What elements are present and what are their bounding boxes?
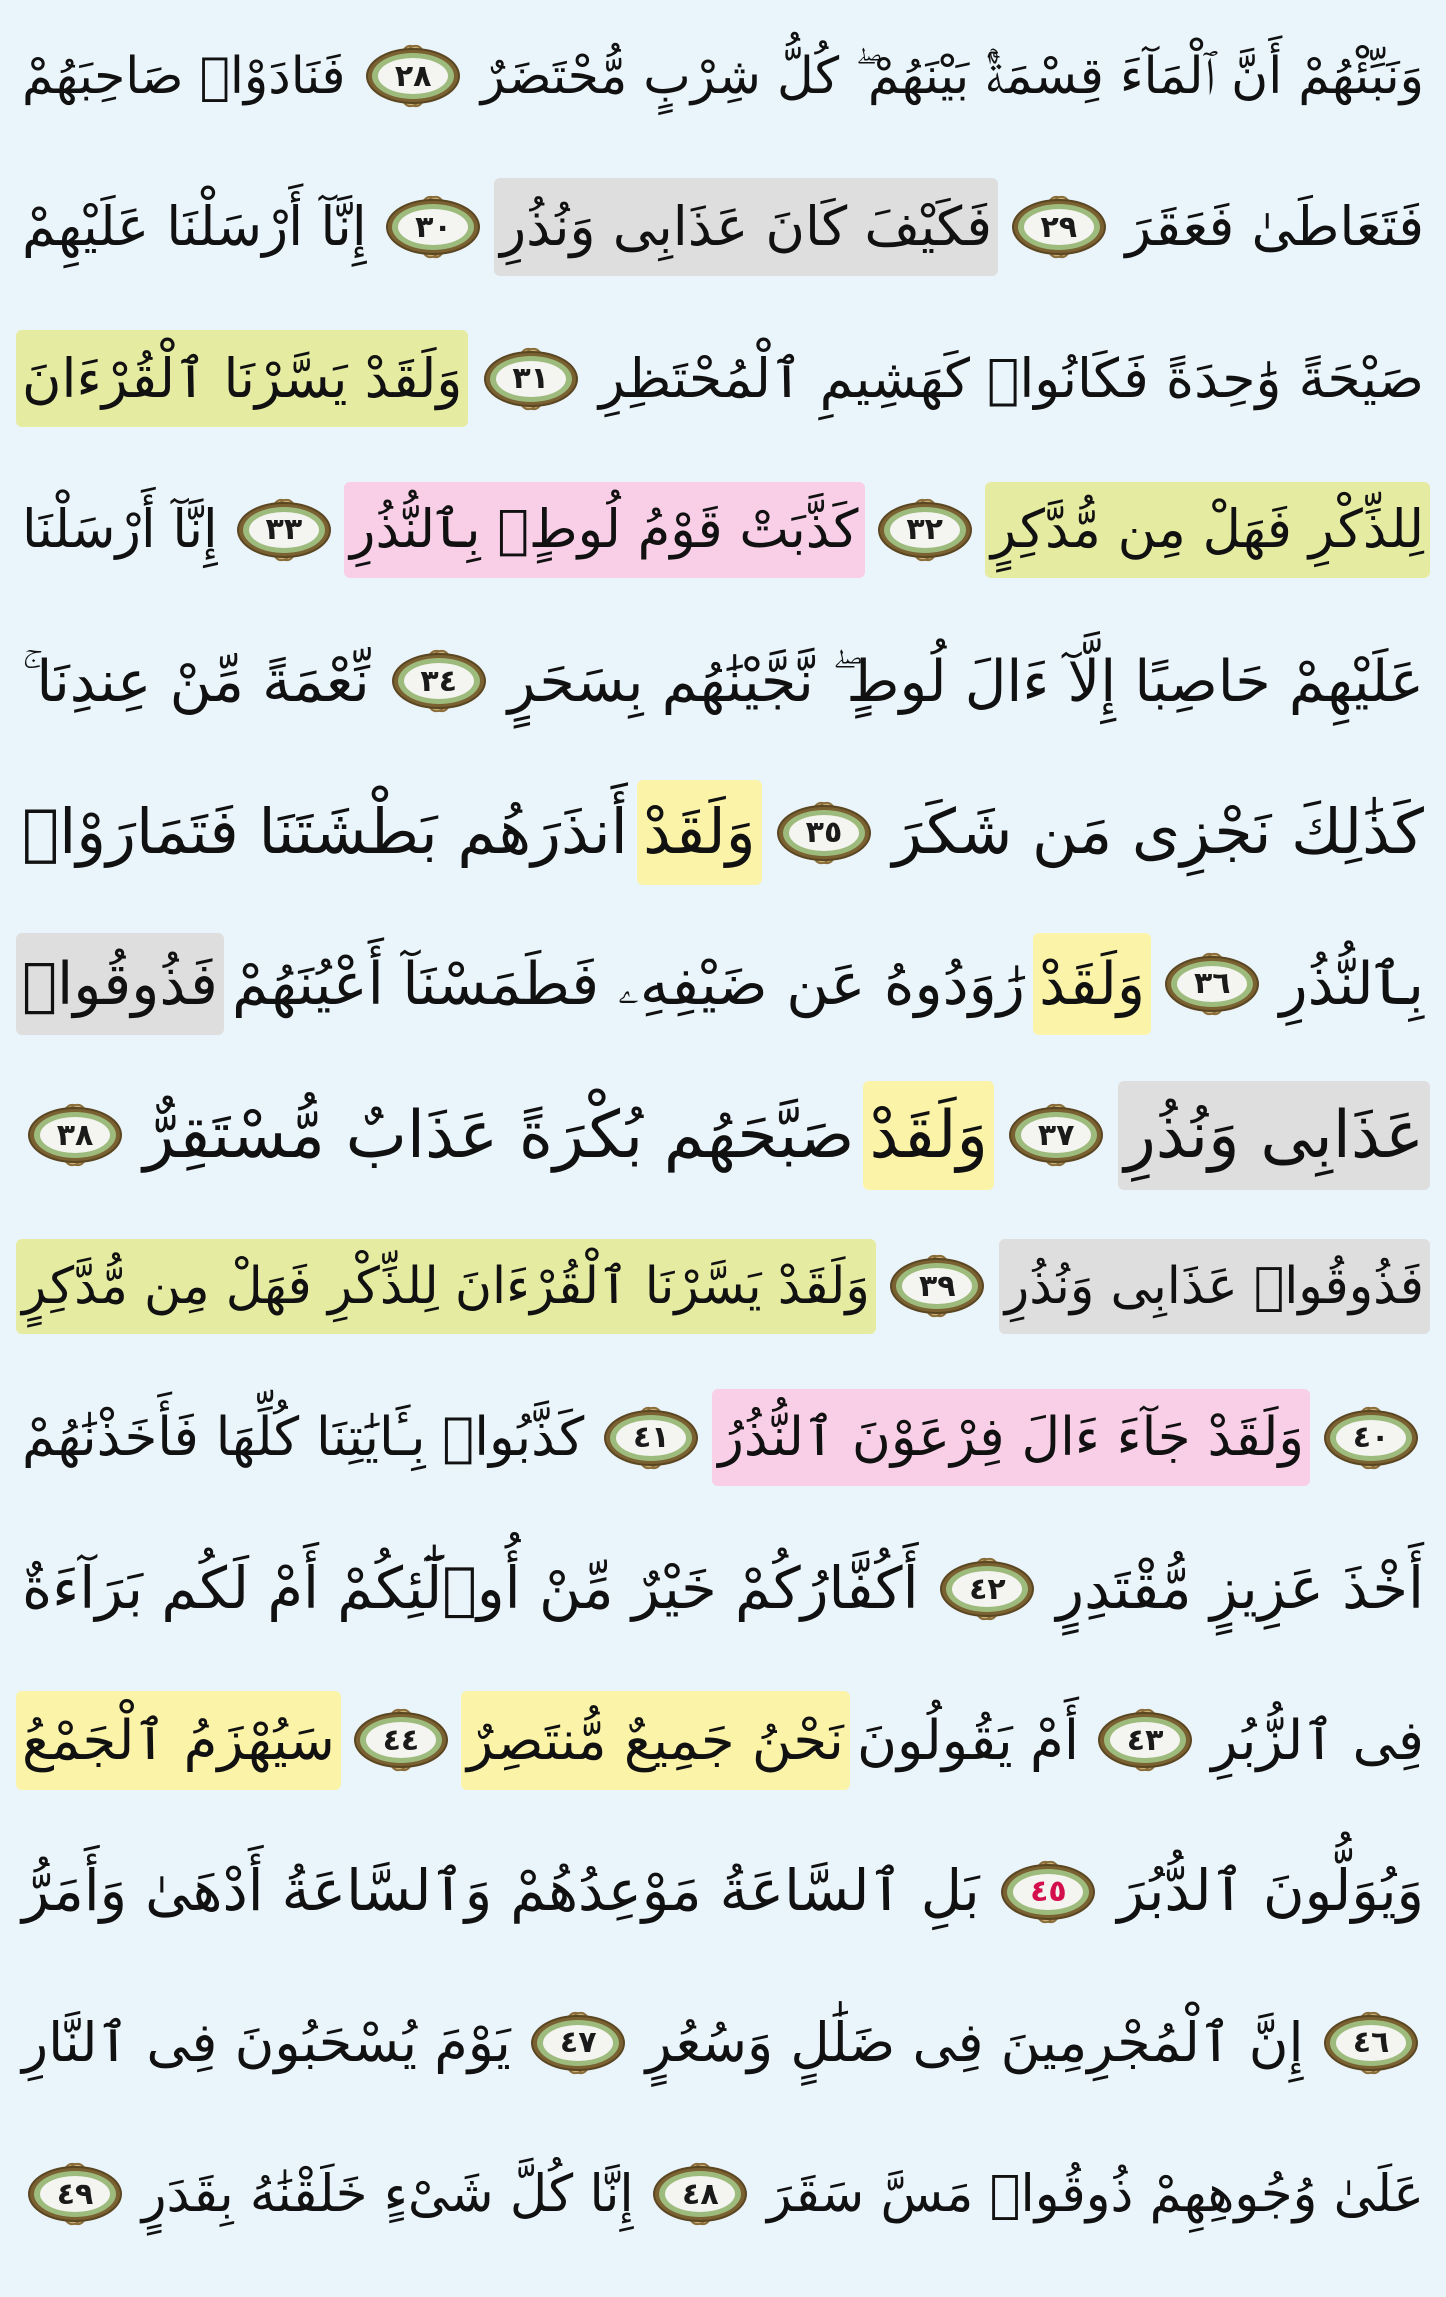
- ayah-number: ٣٦: [1193, 966, 1231, 1002]
- verse-text: نِّعْمَةً مِّنْ عِندِنَا ۚ: [22, 647, 370, 715]
- verse-line: [14, 462, 1432, 598]
- ayah-number: ٤٧: [559, 2025, 597, 2061]
- ayah-number: ٣٥: [805, 815, 843, 850]
- ayah-number-marker: [1000, 175, 1118, 279]
- verse-text: كَذَٰلِكَ نَجْزِى مَن شَكَرَ: [892, 795, 1424, 868]
- highlighted-verse-text: كَذَّبَتْ قَوْمُ لُوطٍۭ بِٱلنُّذُرِ: [344, 482, 864, 579]
- highlighted-verse-text: وَلَقَدْ يَسَّرْنَا ٱلْقُرْءَانَ: [16, 330, 468, 428]
- ayah-number: ٤١: [632, 1420, 670, 1456]
- verse-text: وَنَبِّئْهُمْ أَنَّ ٱلْمَآءَ قِسْمَةٌۢ بَيْنَهُمْ ۖ كُلُّ شِرْبٍ مُّحْتَضَرٌ: [480, 45, 1424, 105]
- ayah-number: ٣٩: [918, 1268, 956, 1304]
- verse-line: [14, 1672, 1432, 1808]
- ayah-number: ٤٢: [969, 1571, 1006, 1607]
- verse-text: إِنَّآ أَرْسَلْنَا عَلَيْهِمْ: [22, 195, 367, 259]
- ayah-number: ٣٢: [906, 512, 943, 548]
- highlighted-verse-text: سَيُهْزَمُ ٱلْجَمْعُ: [16, 1691, 341, 1790]
- ayah-number: ٤٣: [1126, 1722, 1164, 1758]
- highlighted-verse-text: فَذُوقُوا۟ عَذَابِى وَنُذُرِ: [999, 1239, 1430, 1334]
- verse-text: إِنَّا كُلَّ شَىْءٍ خَلَقْنَٰهُ بِقَدَرٍ: [141, 2163, 634, 2224]
- verse-text: بِٱلنُّذُرِ: [1279, 949, 1424, 1018]
- ayah-number-marker: [16, 1083, 134, 1187]
- highlighted-verse-text: وَلَقَدْ جَآءَ ءَالَ فِرْعَوْنَ ٱلنُّذُرُ: [712, 1389, 1310, 1486]
- ayah-number: ٣٨: [56, 1117, 94, 1153]
- verse-text: أَمْ يَقُولُونَ: [856, 1708, 1079, 1773]
- ayah-number-marker: [1312, 1386, 1430, 1490]
- ayah-number: ٢٩: [1040, 209, 1078, 245]
- verse-line: [14, 159, 1432, 295]
- ayah-number-marker: [1312, 1991, 1430, 2095]
- verse-line: [14, 1067, 1432, 1203]
- verse-text: فَتَعَاطَىٰ فَعَقَرَ: [1125, 195, 1424, 259]
- ayah-number-marker: [989, 1840, 1107, 1944]
- verse-text: أَنذَرَهُم بَطْشَتَنَا فَتَمَارَوْا۟: [22, 795, 628, 868]
- verse-line: [14, 1218, 1432, 1354]
- ayah-number: ٣٧: [1037, 1117, 1075, 1153]
- ayah-number-marker: [866, 478, 984, 582]
- verse-line: [14, 1521, 1432, 1657]
- ayah-number-marker: [928, 1537, 1046, 1641]
- ayah-number: ٤٦: [1352, 2025, 1390, 2061]
- ayah-number-marker: [225, 478, 343, 582]
- verse-line: [14, 2126, 1432, 2262]
- ayah-number-marker: [472, 327, 590, 431]
- highlighted-verse-text: وَلَقَدْ: [863, 1081, 994, 1190]
- ayah-number: ٤٨: [682, 2176, 719, 2212]
- verse-line: [14, 8, 1432, 144]
- ayah-number: ٤٩: [56, 2176, 94, 2212]
- verse-text: كَذَّبُوا۟ بِـَٔايَٰتِنَا كُلِّهَا فَأَخَذْنَٰهُمْ: [22, 1406, 585, 1469]
- highlighted-verse-text: نَحْنُ جَمِيعٌ مُّنتَصِرٌ: [461, 1691, 850, 1790]
- ayah-number-marker: [374, 175, 492, 279]
- ayah-number-marker: [354, 24, 472, 128]
- verse-text: بَلِ ٱلسَّاعَةُ مَوْعِدُهُمْ وَٱلسَّاعَةُ أَدْهَىٰ وَأَمَرُّ: [22, 1858, 980, 1925]
- ayah-number-marker: [592, 1386, 710, 1490]
- verse-text: وَيُوَلُّونَ ٱلدُّبُرَ: [1117, 1858, 1424, 1925]
- ayah-number-marker: [765, 781, 883, 885]
- ayah-number-marker: [1086, 1688, 1204, 1792]
- ayah-number-marker: [878, 1234, 996, 1338]
- verse-line: [14, 1975, 1432, 2111]
- verse-text: رَٰوَدُوهُ عَن ضَيْفِهِۦ فَطَمَسْنَآ أَعْيُنَهُمْ: [232, 949, 1025, 1018]
- ayah-number: ٢٨: [394, 58, 432, 94]
- highlighted-verse-text: عَذَابِى وَنُذُرِ: [1118, 1081, 1430, 1190]
- highlighted-verse-text: وَلَقَدْ: [637, 780, 761, 886]
- ayah-number: ٤٤: [382, 1722, 420, 1758]
- highlighted-verse-text: فَذُوقُوا۟: [16, 933, 224, 1035]
- verse-line: [14, 613, 1432, 749]
- verse-line: [14, 916, 1432, 1052]
- verse-text: أَخْذَ عَزِيزٍ مُّقْتَدِرٍ: [1056, 1555, 1424, 1623]
- verse-line: [14, 311, 1432, 447]
- verse-text: فِى ٱلزُّبُرِ: [1211, 1708, 1424, 1773]
- verse-text: صَيْحَةً وَٰحِدَةً فَكَانُوا۟ كَهَشِيمِ ٱلْمُحْتَظِرِ: [598, 346, 1424, 410]
- ayah-number: ٤٥: [1030, 1874, 1067, 1910]
- ayah-number-marker: [1153, 932, 1271, 1036]
- ayah-number: ٣٠: [415, 209, 452, 245]
- ayah-number-marker: [997, 1083, 1115, 1187]
- ayah-number: ٤٠: [1352, 1420, 1390, 1456]
- verse-text: فَنَادَوْا۟ صَاحِبَهُمْ: [22, 45, 346, 105]
- highlighted-verse-text: لِلذِّكْرِ فَهَلْ مِن مُّدَّكِرٍ: [985, 482, 1430, 579]
- verse-text: أَكُفَّارُكُمْ خَيْرٌ مِّنْ أُو۟لَٰٓئِكُمْ أَمْ لَكُم بَرَآءَةٌ: [22, 1555, 919, 1623]
- ayah-number-marker: [342, 1688, 460, 1792]
- verse-text: إِنَّآ أَرْسَلْنَا: [22, 498, 218, 560]
- ayah-number-marker: [16, 2142, 134, 2246]
- highlighted-verse-text: فَكَيْفَ كَانَ عَذَابِى وَنُذُرِ: [494, 178, 998, 276]
- ayah-number-marker: [380, 629, 498, 733]
- verse-text: عَلَىٰ وُجُوهِهِمْ ذُوقُوا۟ مَسَّ سَقَرَ: [767, 2163, 1424, 2224]
- verse-line: [14, 765, 1432, 901]
- highlighted-verse-text: وَلَقَدْ يَسَّرْنَا ٱلْقُرْءَانَ لِلذِّكْرِ فَهَلْ مِن مُّدَّكِرٍ: [16, 1239, 876, 1334]
- ayah-number: ٣١: [512, 361, 549, 397]
- ayah-number: ٣٤: [420, 663, 458, 699]
- ayah-number: ٣٣: [265, 512, 303, 548]
- highlighted-verse-text: وَلَقَدْ: [1033, 933, 1151, 1035]
- verse-text: يَوْمَ يُسْحَبُونَ فِى ٱلنَّارِ: [22, 2010, 511, 2074]
- verse-text: إِنَّ ٱلْمُجْرِمِينَ فِى ضَلَٰلٍ وَسُعُرٍ: [645, 2010, 1304, 2074]
- verse-text: عَلَيْهِمْ حَاصِبًا إِلَّآ ءَالَ لُوطٍ ۖ نَّجَّيْنَٰهُم بِسَحَرٍ: [507, 647, 1424, 715]
- verse-text: صَبَّحَهُم بُكْرَةً عَذَابٌ مُّسْتَقِرٌّ: [143, 1096, 855, 1173]
- ayah-number-marker: [519, 1991, 637, 2095]
- verse-line: [14, 1824, 1432, 1960]
- verse-line: [14, 1370, 1432, 1506]
- ayah-number-marker: [641, 2142, 759, 2246]
